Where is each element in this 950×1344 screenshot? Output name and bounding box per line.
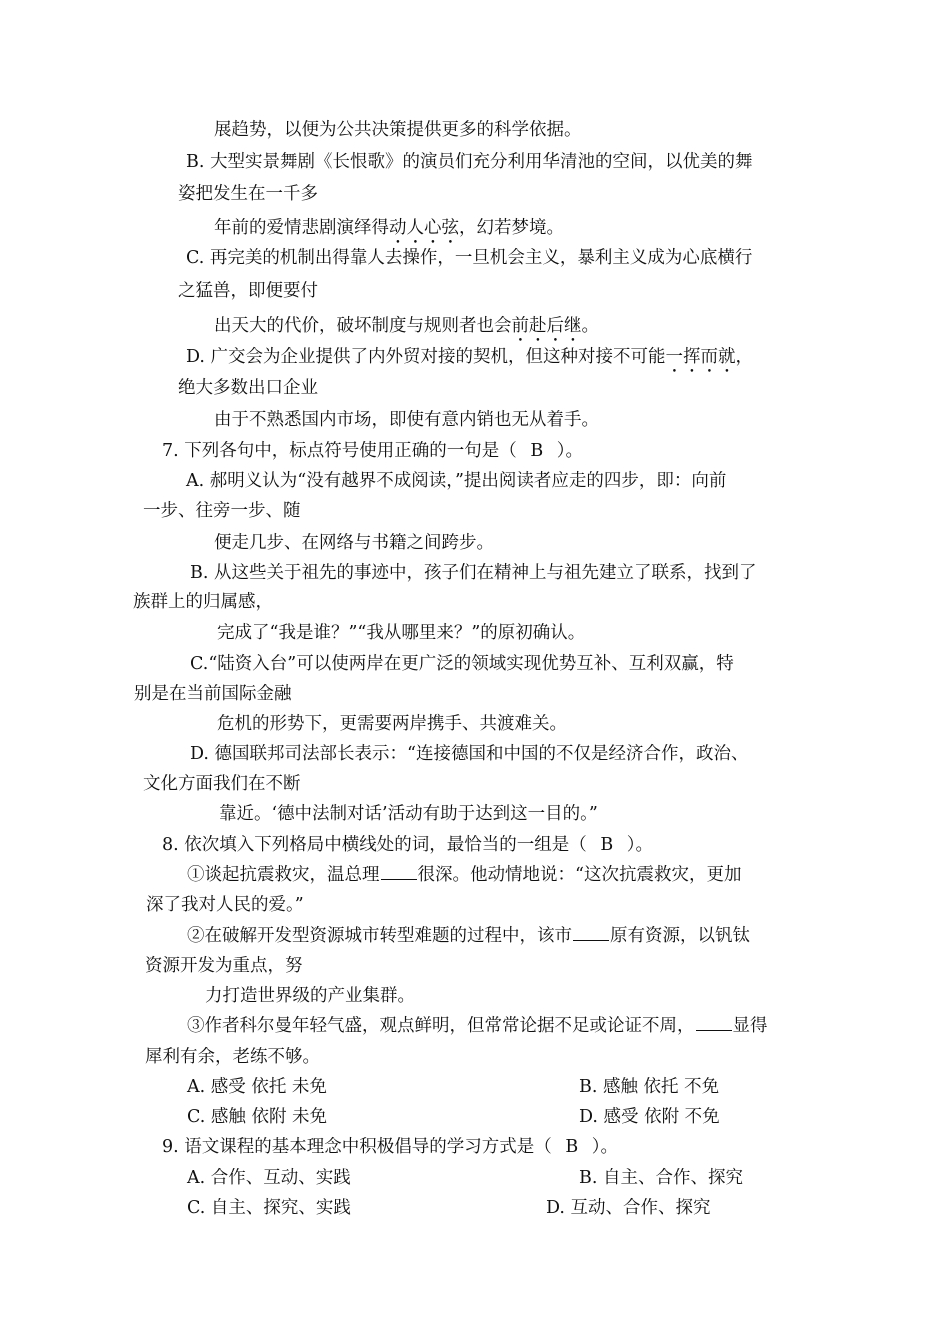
- q8-blank-1: [381, 878, 417, 880]
- q7-stem: [162, 443, 583, 461]
- q9-option-d: D. 互动、合作、探究: [546, 1198, 711, 1218]
- q8-option-d: D. 感受 依附 不免: [579, 1107, 720, 1127]
- q6-option-b-line3: [214, 218, 564, 248]
- q7-stem-text: 7. 下列各句中，标点符号使用正确的一句是（: [162, 441, 517, 461]
- q8-sentence-1: [187, 867, 741, 885]
- q8-sentence-2-cont1: 资源开发为重点，努: [145, 956, 303, 976]
- q8-s2-tail: 原有资源，以钒钛: [610, 926, 750, 946]
- q6-b3-emphasis: 动人心弦: [389, 218, 459, 238]
- q9-option-c: C. 自主、探究、实践: [187, 1198, 351, 1218]
- q8-option-a: A. 感受 依托 未免: [187, 1077, 327, 1097]
- q7-option-c-line1: C.“陆资入台”可以使两岸在更广泛的领域实现优势互补、互利双赢，特: [190, 654, 734, 674]
- q8-s3-text: ③作者科尔曼年轻气盛，观点鲜明，但常常论据不足或论证不周，: [187, 1016, 695, 1036]
- q6-option-d-line1: [186, 347, 753, 377]
- q7-option-d-line3: 靠近。‘德中法制对话’活动有助于达到这一目的。”: [219, 804, 598, 824]
- q8-s1-tail: 很深。他动情地说：“这次抗震救灾，更加: [417, 865, 742, 885]
- q6-b3-text: 年前的爱情悲剧演绎得: [214, 218, 389, 238]
- q6-c3-text: 出天大的代价，破坏制度与规则者也会: [214, 316, 512, 336]
- q6-option-a-continuation: 展趋势，以便为公共决策提供更多的科学依据。: [214, 120, 582, 140]
- q6-option-d-line3: 由于不熟悉国内市场，即使有意内销也无从着手。: [214, 410, 599, 430]
- q6-b3-tail: ，幻若梦境。: [459, 218, 564, 238]
- q8-s2-text: ②在破解开发型资源城市转型难题的过程中，该市: [187, 926, 572, 946]
- q8-stem-tail: ）。: [626, 835, 654, 855]
- q9-stem: [162, 1139, 618, 1157]
- q8-sentence-2-cont2: 力打造世界级的产业集群。: [205, 986, 415, 1006]
- q8-option-b: B. 感触 依托 不免: [579, 1077, 720, 1097]
- q7-stem-tail: ）。: [556, 441, 584, 461]
- q6-option-c-line1: C. 再完美的机制出得靠人去操作，一旦机会主义，暴利主义成为心底横行: [186, 248, 753, 268]
- q7-option-a-line3: 便走几步、在网络与书籍之间跨步。: [214, 533, 494, 553]
- q8-blank-2: [573, 939, 609, 941]
- q7-option-c-line2: 别是在当前国际金融: [134, 684, 292, 704]
- q6-option-b-line1: B. 大型实景舞剧《长恨歌》的演员们充分利用华清池的空间，以优美的舞: [186, 152, 753, 172]
- q6-option-b-line2: 姿把发生在一千多: [178, 184, 318, 204]
- q6-d1-emphasis: 一挥而就: [665, 347, 736, 367]
- q7-option-d-line1: D. 德国联邦司法部长表示：“连接德国和中国的不仅是经济合作，政治、: [190, 744, 749, 764]
- q6-option-c-line3: [214, 316, 599, 346]
- q7-answer: B: [530, 441, 544, 461]
- q7-option-b-line1: B. 从这些关于祖先的事迹中，孩子们在精神上与祖先建立了联系，找到了: [190, 563, 757, 583]
- q8-sentence-3: [187, 1018, 768, 1036]
- q7-option-c-line3: 危机的形势下，更需要两岸携手、共渡难关。: [217, 714, 567, 734]
- q8-blank-3: [696, 1029, 732, 1031]
- q9-option-a: A. 合作、互动、实践: [187, 1168, 351, 1188]
- q6-d1-text: D. 广交会为企业提供了内外贸对接的契机，但这种对接不可能: [186, 347, 666, 367]
- q8-sentence-1-cont: 深了我对人民的爱。”: [146, 895, 304, 915]
- q7-option-a-line2: 一步、往旁一步、随: [143, 501, 301, 521]
- q6-option-c-line2: 之猛兽，即便要付: [178, 281, 318, 301]
- q7-option-b-line2: 族群上的归属感，: [133, 592, 273, 612]
- q9-stem-tail: ）。: [591, 1137, 619, 1157]
- q7-option-d-line2: 文化方面我们在不断: [143, 774, 301, 794]
- q6-c3-emphasis: 前赴后继: [511, 316, 582, 336]
- q8-s1-text: ①谈起抗震救灾，温总理: [187, 865, 380, 885]
- q9-option-b: B. 自主、合作、探究: [579, 1168, 743, 1188]
- q6-c3-tail: 。: [581, 316, 599, 336]
- q9-stem-text: 9. 语文课程的基本理念中积极倡导的学习方式是（: [162, 1137, 552, 1157]
- q8-sentence-2: [187, 928, 750, 946]
- q6-option-d-line2: 绝大多数出口企业: [178, 378, 318, 398]
- q8-sentence-3-cont: 犀利有余，老练不够。: [145, 1047, 320, 1067]
- q8-stem: [162, 837, 653, 855]
- q7-option-a-line1: A. 郝明义认为“没有越界不成阅读，”提出阅读者应走的四步，即：向前: [186, 471, 727, 491]
- q8-stem-text: 8. 依次填入下列格局中横线处的词，最恰当的一组是（: [162, 835, 587, 855]
- q8-answer: B: [600, 835, 614, 855]
- q7-option-b-line3: 完成了“我是谁？”“我从哪里来？”的原初确认。: [217, 623, 586, 643]
- q8-s3-tail: 显得: [732, 1016, 768, 1036]
- q8-option-c: C. 感触 依附 未免: [187, 1107, 328, 1127]
- q9-answer: B: [565, 1137, 579, 1157]
- q6-d1-tail: ，: [735, 347, 754, 367]
